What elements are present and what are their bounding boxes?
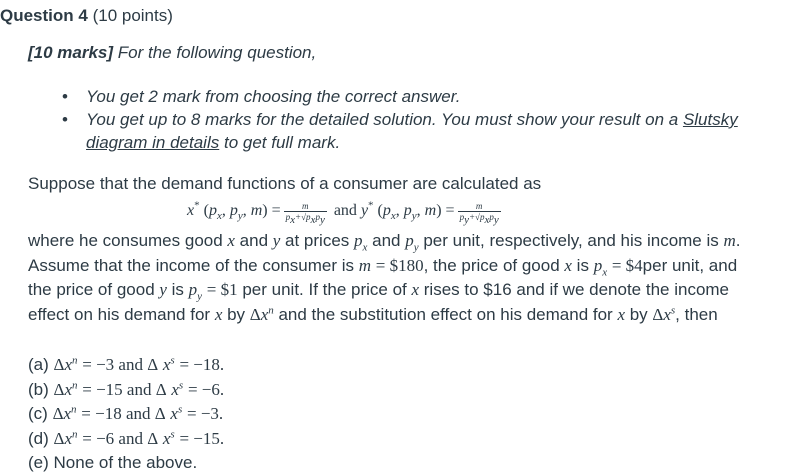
- underlined-phrase: Slutsky diagram in details: [86, 110, 738, 152]
- option-label: (a): [28, 355, 49, 374]
- demand-formula: [187, 196, 504, 226]
- instruction-list: [60, 85, 760, 154]
- marks-label: [10 marks]: [28, 43, 114, 62]
- list-item: [60, 108, 760, 154]
- bullet-text-end: to get full mark.: [219, 133, 341, 152]
- bullet-text: You get 2 mark from choosing the correct answer.: [86, 87, 461, 106]
- y-denominator: $p_y+√p_xp_y$: [459, 211, 499, 226]
- option-b: (b) $\Delta x^n = -15$ and Δ $x^s = -6$.: [28, 378, 225, 399]
- x-numerator: m: [301, 200, 309, 211]
- intro-text: Suppose that the demand functions of a consumer are calculated as: [28, 174, 542, 193]
- x-demand-fraction: [284, 200, 327, 226]
- y-demand-lhs: y* ($p_x$, $p_y$, m) =: [360, 199, 455, 223]
- question-number: Question 4: [0, 6, 88, 25]
- option-label: (b): [28, 379, 49, 399]
- answer-options: [28, 353, 224, 476]
- y-numerator: m: [475, 200, 483, 211]
- list-item: [60, 85, 760, 108]
- question-points: (10 points): [87, 6, 173, 25]
- marks-text: For the following question,: [113, 43, 317, 62]
- option-c: (c) $\Delta x^n = -18$ and Δ $x^s = -3$.: [28, 403, 224, 423]
- option-d: (d) $\Delta x^n = -6$ and Δ $x^s = -15$.: [28, 427, 225, 448]
- option-label: (d): [28, 428, 49, 448]
- y-demand-fraction: [458, 200, 501, 226]
- bullet-text: You get up to 8 marks for the detailed solution. You must show your result on a: [86, 110, 683, 129]
- formula-and: and: [333, 202, 357, 219]
- option-e: [28, 451, 224, 476]
- x-denominator: $p_x+√p_xp_y$: [285, 211, 325, 226]
- question-header: [0, 6, 173, 26]
- problem-paragraph: where he consumes good x and y at prices $p_x$ and $p_y$ per unit, respectively, and his income is m. Assume that the income of the consumer is m = $180, the price of good x is $p_x$ = $4per unit, and the price of good y is $p_y$ = $1 per unit. If the price of x rises to $16 and if we denote the income effect on his demand for x by $\Delta x^n$ and the substitution effect on his demand for x by $\Delta x^s$, then: [28, 231, 741, 324]
- marks-instruction: [28, 43, 316, 63]
- option-label: (c): [28, 404, 48, 423]
- option-text: None of the above.: [53, 453, 198, 472]
- x-demand-lhs: x* ($p_x$, $p_y$, m) =: [187, 199, 281, 223]
- option-label: (e): [28, 453, 49, 472]
- option-a: (a) $\Delta x^n = -3$ and Δ $x^s = -18$.: [28, 354, 225, 374]
